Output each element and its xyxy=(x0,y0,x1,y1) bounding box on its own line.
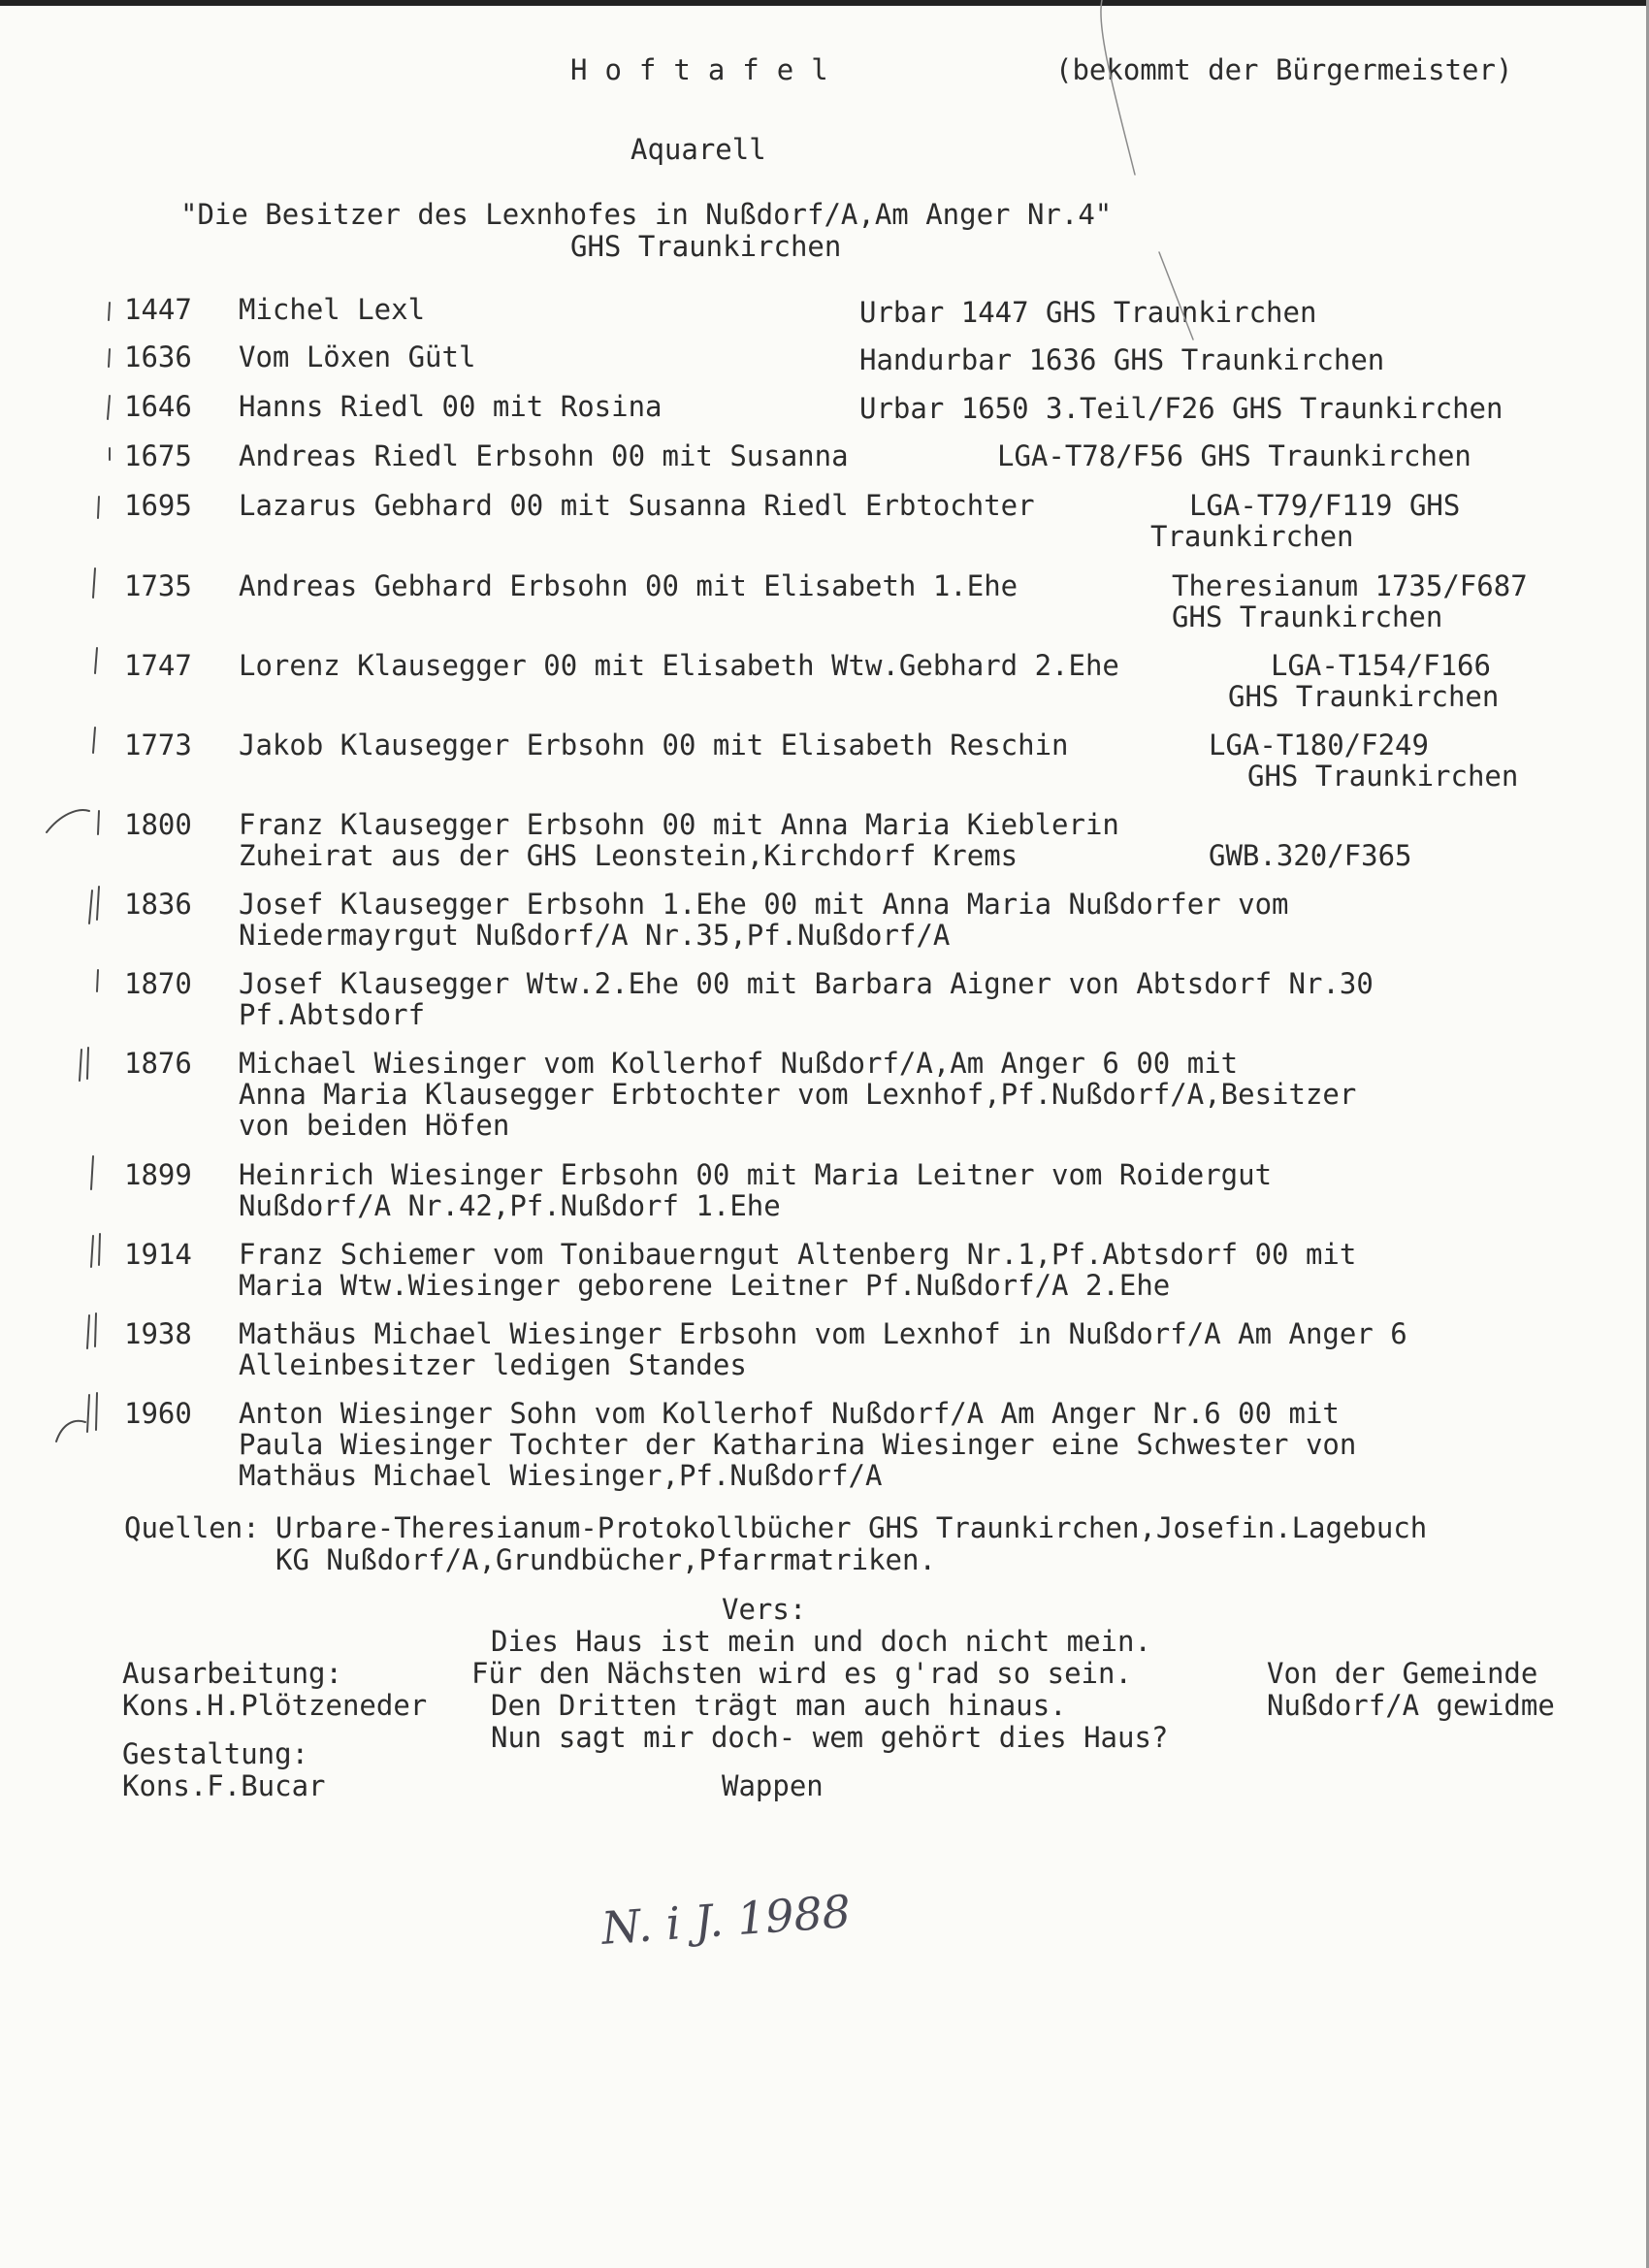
handwritten-note: N. i J. 1988 xyxy=(599,1885,853,1955)
pencil-stroke-top xyxy=(1101,0,1135,175)
entry-source-cont: GHS Traunkirchen xyxy=(1172,600,1443,633)
entry-text-cont: Zuheirat aus der GHS Leonstein,Kirchdorf Krems xyxy=(239,839,1018,872)
sources-line1: Urbare-Theresianum-Protokollbücher GHS Traunkirchen,Josefin.Lagebuch xyxy=(275,1511,1428,1544)
verse-line-3: Den Dritten trägt man auch hinaus. xyxy=(491,1689,1067,1722)
verse-line-2: Für den Nächsten wird es g'rad so sein. xyxy=(471,1657,1132,1690)
checkmark-1735 xyxy=(93,568,95,598)
entry-text-cont: Paula Wiesinger Tochter der Katharina Wiesinger eine Schwester von xyxy=(239,1428,1357,1461)
entry-source: LGA-T78/F56 GHS Traunkirchen xyxy=(997,439,1471,472)
checkmark-1960 xyxy=(56,1393,97,1442)
entry-text: Josef Klausegger Erbsohn 1.Ehe 00 mit Anna Maria Nußdorfer vom xyxy=(239,888,1289,921)
pencil-stroke-middle xyxy=(1159,252,1193,340)
entry-text: Mathäus Michael Wiesinger Erbsohn vom Lexnhof in Nußdorf/A Am Anger 6 xyxy=(239,1317,1407,1350)
entry-year: 1695 xyxy=(124,489,192,522)
entry-source-cont: GHS Traunkirchen xyxy=(1228,680,1500,713)
entry-year: 1960 xyxy=(124,1397,192,1430)
entry-text: Heinrich Wiesinger Erbsohn 00 mit Maria Leitner vom Roidergut xyxy=(239,1158,1273,1191)
entry-text-cont: Maria Wtw.Wiesinger geborene Leitner Pf.Nußdorf/A 2.Ehe xyxy=(239,1269,1171,1302)
verse-line-1: Dies Haus ist mein und doch nicht mein. xyxy=(491,1625,1151,1658)
medium-label: Aquarell xyxy=(630,133,766,166)
entry-source: Urbar 1447 GHS Traunkirchen xyxy=(859,296,1317,329)
entry-text: Vom Löxen Gütl xyxy=(239,340,476,373)
coat-of-arms-label: Wappen xyxy=(722,1769,824,1802)
checkmark-1876 xyxy=(80,1048,88,1081)
entry-text-cont: Nußdorf/A Nr.42,Pf.Nußdorf 1.Ehe xyxy=(239,1189,781,1222)
entry-source-cont: Traunkirchen xyxy=(1150,520,1354,553)
document-subtitle: "Die Besitzer des Lexnhofes in Nußdorf/A,Am Anger Nr.4" xyxy=(180,198,1113,231)
entry-year: 1636 xyxy=(124,340,192,373)
checkmark-1800 xyxy=(47,810,99,834)
checkmark-1914 xyxy=(91,1234,100,1267)
document-title: Hoftafel xyxy=(570,53,846,86)
entry-year: 1800 xyxy=(124,808,192,841)
checkmark-1938 xyxy=(87,1313,96,1348)
entry-year: 1876 xyxy=(124,1047,192,1080)
entry-source: LGA-T180/F249 xyxy=(1209,729,1429,761)
checkmark-1870 xyxy=(97,970,98,991)
entry-year: 1938 xyxy=(124,1317,192,1350)
entry-year: 1447 xyxy=(124,293,192,326)
entry-year: 1646 xyxy=(124,390,192,423)
checkmark-1773 xyxy=(93,728,95,753)
entry-year: 1773 xyxy=(124,729,192,761)
checkmark-1899 xyxy=(91,1156,93,1189)
entry-text-cont: Anna Maria Klausegger Erbtochter vom Lexnhof,Pf.Nußdorf/A,Besitzer xyxy=(239,1078,1357,1111)
entry-text: Jakob Klausegger Erbsohn 00 mit Elisabeth Reschin xyxy=(239,729,1069,761)
credit-work-name: Kons.H.Plötzeneder xyxy=(122,1689,428,1722)
entry-text-cont: Pf.Abtsdorf xyxy=(239,998,426,1031)
entry-text-cont: Mathäus Michael Wiesinger,Pf.Nußdorf/A xyxy=(239,1459,883,1492)
entry-text-cont: von beiden Höfen xyxy=(239,1109,510,1142)
entry-source: LGA-T79/F119 GHS xyxy=(1189,489,1461,522)
entry-text: Lazarus Gebhard 00 mit Susanna Riedl Erbtochter xyxy=(239,489,1035,522)
entry-year: 1747 xyxy=(124,649,192,682)
entry-text: Franz Klausegger Erbsohn 00 mit Anna Maria Kieblerin xyxy=(239,808,1119,841)
entry-text: Andreas Riedl Erbsohn 00 mit Susanna xyxy=(239,439,849,472)
entry-source: Urbar 1650 3.Teil/F26 GHS Traunkirchen xyxy=(859,392,1504,425)
entry-year: 1735 xyxy=(124,569,192,602)
credit-design-label: Gestaltung: xyxy=(122,1737,309,1770)
entry-text: Hanns Riedl 00 mit Rosina xyxy=(239,390,663,423)
dedication-line-1: Von der Gemeinde xyxy=(1267,1657,1538,1690)
entry-source: Theresianum 1735/F687 xyxy=(1172,569,1528,602)
entry-source-cont: GHS Traunkirchen xyxy=(1247,760,1519,793)
sources-label: Quellen: xyxy=(124,1511,260,1544)
entry-text-cont: Niedermayrgut Nußdorf/A Nr.35,Pf.Nußdorf/A xyxy=(239,919,951,952)
checkmark-1646 xyxy=(108,396,110,419)
entry-year: 1870 xyxy=(124,967,192,1000)
checkmark-1695 xyxy=(98,497,99,518)
entry-text-cont: Alleinbesitzer ledigen Standes xyxy=(239,1348,747,1381)
entry-text: Franz Schiemer vom Tonibauerngut Altenberg Nr.1,Pf.Abtsdorf 00 mit xyxy=(239,1238,1357,1271)
entry-text: Michael Wiesinger vom Kollerhof Nußdorf/A,Am Anger 6 00 mit xyxy=(239,1047,1239,1080)
credit-work-label: Ausarbeitung: xyxy=(122,1657,342,1690)
entry-text: Michel Lexl xyxy=(239,293,426,326)
entry-year: 1914 xyxy=(124,1238,192,1271)
checkmark-1747 xyxy=(95,648,97,673)
checkmark-1447 xyxy=(109,303,110,320)
document-subtitle-line2: GHS Traunkirchen xyxy=(570,230,842,263)
title-note: (bekommt der Bürgermeister) xyxy=(1055,53,1513,86)
entry-source: LGA-T154/F166 xyxy=(1271,649,1491,682)
entry-text: Josef Klausegger Wtw.2.Ehe 00 mit Barbara Aigner von Abtsdorf Nr.30 xyxy=(239,967,1374,1000)
entry-source: GWB.320/F365 xyxy=(1209,839,1412,872)
verse-line-4: Nun sagt mir doch- wem gehört dies Haus? xyxy=(491,1721,1169,1754)
entry-year: 1836 xyxy=(124,888,192,921)
credit-design-name: Kons.F.Bucar xyxy=(122,1769,326,1802)
checkmark-1836 xyxy=(89,887,99,923)
entry-year: 1675 xyxy=(124,439,192,472)
entry-year: 1899 xyxy=(124,1158,192,1191)
entry-text: Anton Wiesinger Sohn vom Kollerhof Nußdorf/A Am Anger Nr.6 00 mit xyxy=(239,1397,1340,1430)
entry-text: Lorenz Klausegger 00 mit Elisabeth Wtw.Gebhard 2.Ehe xyxy=(239,649,1119,682)
checkmark-1636 xyxy=(109,349,110,367)
sources-line2: KG Nußdorf/A,Grundbücher,Pfarrmatriken. xyxy=(275,1543,936,1576)
dedication-line-2: Nußdorf/A gewidme xyxy=(1267,1689,1555,1722)
verse-label: Vers: xyxy=(722,1593,807,1626)
entry-source: Handurbar 1636 GHS Traunkirchen xyxy=(859,343,1385,376)
entry-text: Andreas Gebhard Erbsohn 00 mit Elisabeth 1.Ehe xyxy=(239,569,1018,602)
